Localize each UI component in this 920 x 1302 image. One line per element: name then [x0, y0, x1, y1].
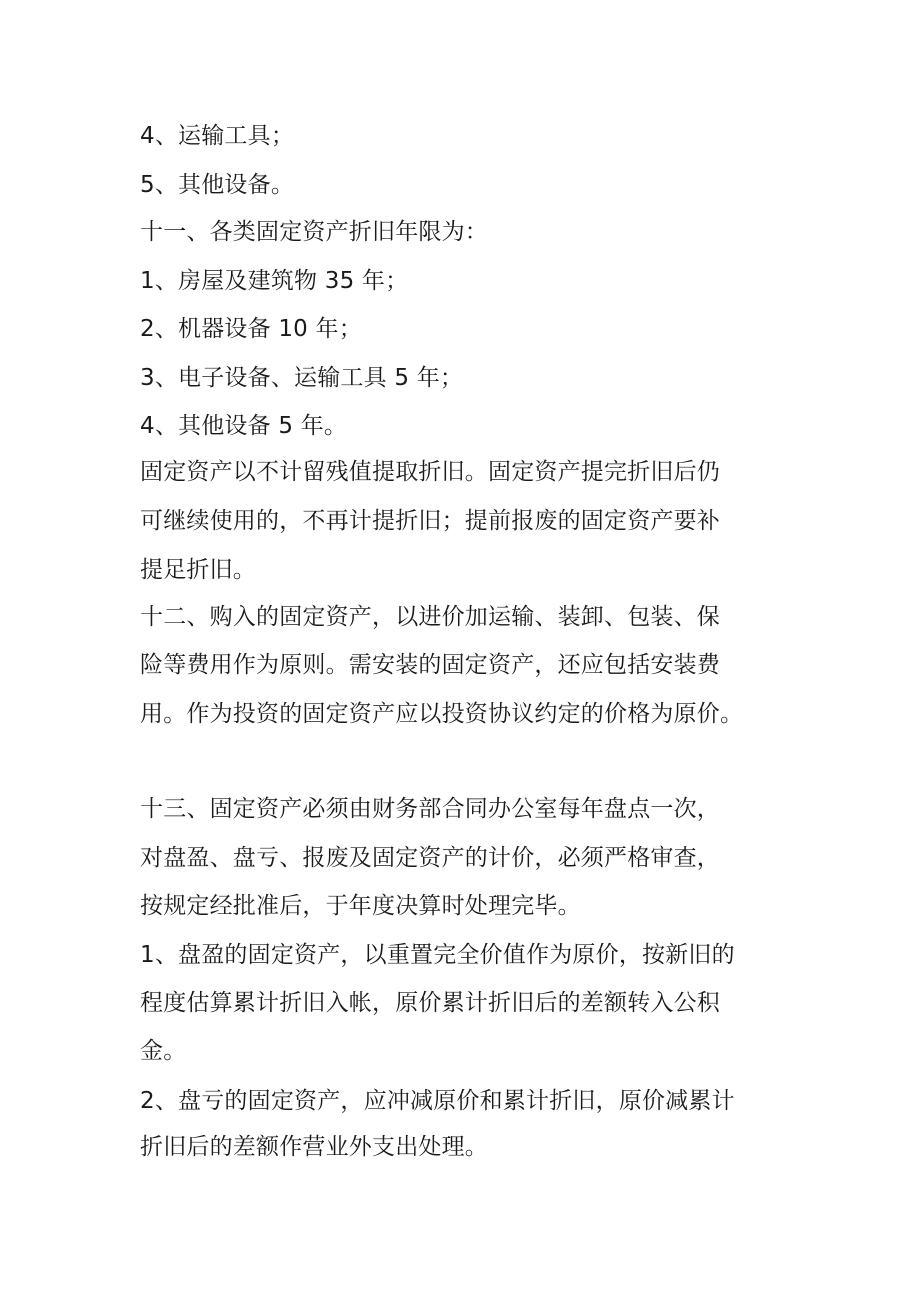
- section-heading: 十一、各类固定资产折旧年限为：: [140, 219, 488, 245]
- text-line: 程度估算累计折旧入帐，原价累计折旧后的差额转入公积: [140, 990, 720, 1016]
- text-line: 5、其他设备。: [140, 172, 295, 198]
- text-line: 金。: [140, 1038, 187, 1064]
- text-line: 2、机器设备 10 年；: [140, 316, 362, 342]
- text-line: 1、盘盈的固定资产，以重置完全价值作为原价，按新旧的: [140, 942, 735, 968]
- text-line: 1、房屋及建筑物 35 年；: [140, 268, 409, 294]
- text-line: 险等费用作为原则。需安装的固定资产，还应包括安装费: [140, 652, 720, 678]
- text-line: 可继续使用的，不再计提折旧；提前报废的固定资产要补: [140, 508, 720, 534]
- section-heading: 十二、购入的固定资产，以进价加运输、装卸、包装、保: [140, 604, 720, 630]
- text-line: 3、电子设备、运输工具 5 年；: [140, 365, 464, 391]
- text-line: 按规定经批准后，于年度决算时处理完毕。: [140, 893, 581, 919]
- text-line: 4、运输工具；: [140, 123, 295, 149]
- text-line: 提足折旧。: [140, 557, 256, 583]
- text-line: 折旧后的差额作营业外支出处理。: [140, 1134, 488, 1160]
- text-line: 4、其他设备 5 年。: [140, 413, 348, 439]
- text-line: 对盘盈、盘亏、报废及固定资产的计价，必须严格审查，: [140, 845, 720, 871]
- text-line: 用。作为投资的固定资产应以投资协议约定的价格为原价。: [140, 701, 744, 727]
- text-line: 固定资产以不计留残值提取折旧。固定资产提完折旧后仍: [140, 459, 720, 485]
- section-heading: 十三、固定资产必须由财务部合同办公室每年盘点一次，: [140, 796, 720, 822]
- text-line: 2、盘亏的固定资产，应冲减原价和累计折旧，原价减累计: [140, 1088, 735, 1114]
